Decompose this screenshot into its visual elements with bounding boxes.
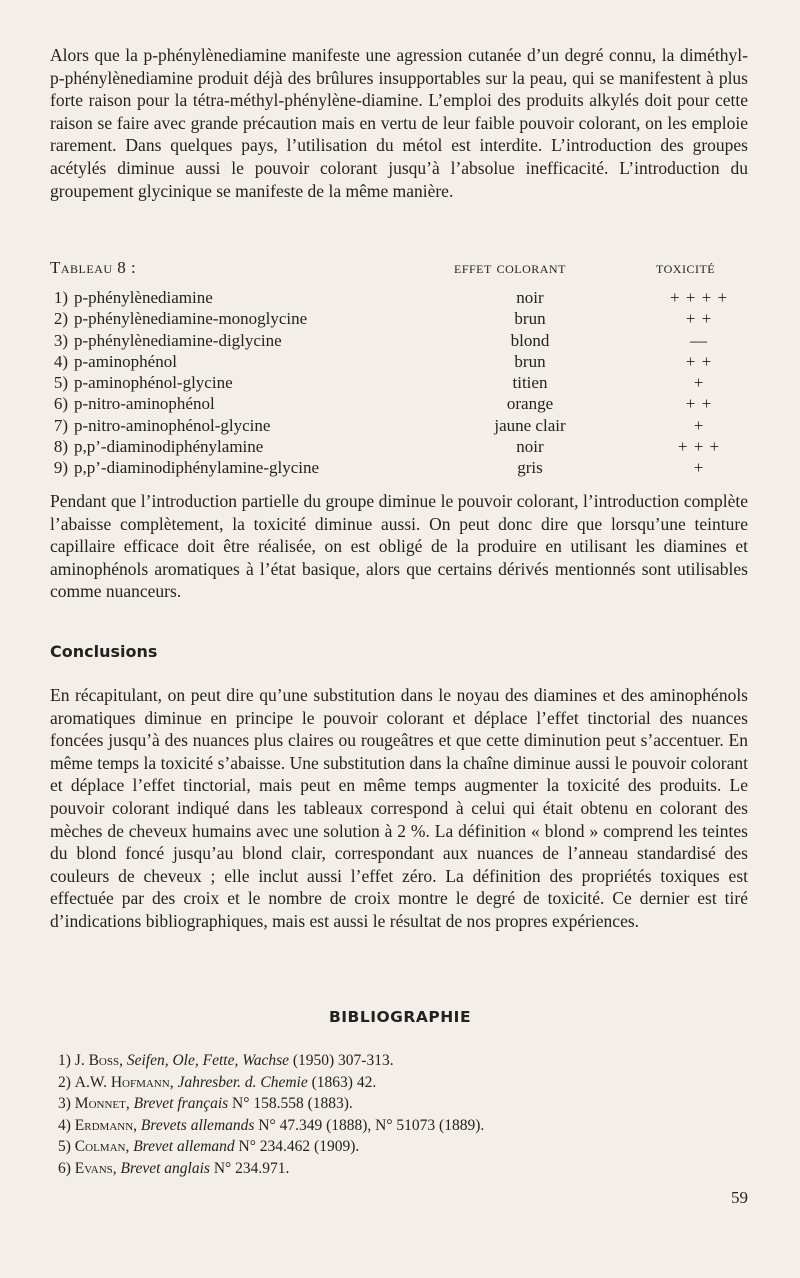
- toxicity-value: + +: [685, 309, 713, 329]
- row-number: 3): [53, 330, 68, 350]
- compound-name: p,p’-diaminodiphénylamine-glycine: [74, 458, 320, 478]
- bib-author: J. Boss,: [74, 1052, 123, 1069]
- dye-effect: jaune clair: [494, 415, 566, 435]
- table-row: [50, 458, 748, 479]
- bib-details: N° 234.971.: [213, 1159, 290, 1177]
- table-row: [50, 394, 748, 415]
- bibliography-item: [58, 1160, 748, 1182]
- row-number: 9): [53, 458, 68, 478]
- bibliography-item: [58, 1052, 748, 1074]
- compound-name: p-phénylènediamine: [74, 288, 213, 307]
- compound-name: p-phénylènediamine-monoglycine: [74, 309, 308, 329]
- row-number: 2): [53, 309, 68, 329]
- row-number: 4): [53, 351, 68, 371]
- bib-number: 5): [58, 1138, 71, 1155]
- toxicity-value: +: [693, 415, 705, 435]
- bib-details: N° 158.558 (1883).: [232, 1095, 353, 1112]
- bibliography-item: [58, 1095, 748, 1117]
- conclusions-heading: Conclusions: [50, 642, 158, 661]
- dye-effect: brun: [514, 309, 546, 329]
- bib-title: Brevet anglais: [120, 1159, 210, 1177]
- dye-effect: orange: [506, 394, 554, 414]
- column-header-toxicity: toxicité: [656, 258, 716, 277]
- dye-effect: noir: [516, 437, 544, 457]
- table-label: Tableau 8 :: [50, 258, 137, 277]
- bib-number: 3): [58, 1095, 71, 1112]
- bibliography-item: [58, 1074, 748, 1096]
- bib-title: Brevet français: [133, 1095, 229, 1112]
- row-number: 7): [53, 415, 68, 435]
- bib-number: 1): [58, 1052, 71, 1069]
- bib-number: 4): [58, 1116, 71, 1134]
- toxicity-value: +: [693, 373, 705, 393]
- row-number: 1): [53, 288, 68, 307]
- page-number: 59: [731, 1188, 748, 1207]
- table-header: [50, 258, 748, 288]
- row-number: 6): [53, 394, 68, 414]
- toxicity-value: + + +: [677, 437, 721, 457]
- compound-name: p-aminophénol: [74, 351, 177, 371]
- table-row: [50, 309, 748, 330]
- table-row: [50, 331, 748, 352]
- bib-number: 2): [58, 1073, 71, 1091]
- intro-paragraph: Alors que la p-phénylènediamine manifeste une agression cutanée d’un degré connu, la diméthyl-p-phénylènediamine produit déjà des brûlures insupportables sur la peau, qui se manifestent à plus forte raison pour la tétra-méthyl-phénylène-diamine. L’emploi des produits alkylés doit pour cette raison se faire avec grande précaution mais en vertu de leur faible pouvoir colorant, on les emploie rarement. Dans quelques pays, l’utilisation du métol est interdite. L’introduction des groupes acétylés diminue aussi le pouvoir colorant jusqu’à l’absolue inefficacité. L’introduction du groupement glycinique se manifeste de la même manière.: [50, 45, 748, 201]
- bib-number: 6): [58, 1159, 71, 1177]
- bib-details: (1863) 42.: [311, 1073, 377, 1091]
- bib-author: Evans,: [74, 1159, 117, 1177]
- toxicity-value: —: [690, 330, 708, 350]
- table-row: [50, 352, 748, 373]
- bib-author: Erdmann,: [74, 1116, 138, 1134]
- toxicity-value: + +: [685, 351, 713, 371]
- compound-name: p-nitro-aminophénol: [74, 394, 215, 414]
- row-number: 8): [53, 437, 68, 457]
- bibliography-heading: BIBLIOGRAPHIE: [328, 1008, 472, 1026]
- table-row: [50, 373, 748, 394]
- bibliography-item: [58, 1117, 748, 1139]
- bib-title: Jahresber. d. Chemie: [177, 1073, 308, 1091]
- bib-details: N° 234.462 (1909).: [238, 1138, 360, 1155]
- bib-author: Monnet,: [74, 1095, 130, 1112]
- column-header-effect: effet colorant: [454, 258, 566, 277]
- dye-effect: brun: [514, 351, 546, 371]
- row-number: 5): [53, 373, 68, 393]
- table-row: [50, 288, 748, 309]
- toxicity-value: + + + +: [669, 288, 729, 307]
- table-row: [50, 437, 748, 458]
- toxicity-value: + +: [685, 394, 713, 414]
- dye-effect: noir: [516, 288, 544, 307]
- table-row: [50, 416, 748, 437]
- bib-title: Brevet allemand: [133, 1138, 235, 1155]
- bib-author: A.W. Hofmann,: [74, 1073, 174, 1091]
- bib-title: Brevets allemands: [140, 1116, 255, 1134]
- bibliography-list: [58, 1052, 748, 1181]
- compound-name: p,p’-diaminodiphénylamine: [74, 437, 264, 457]
- compound-name: p-nitro-aminophénol-glycine: [74, 415, 271, 435]
- dye-toxicity-table: [50, 258, 748, 480]
- bib-details: (1950) 307-313.: [292, 1052, 394, 1069]
- bib-details: N° 47.349 (1888), N° 51073 (1889).: [258, 1116, 485, 1134]
- after-table-paragraph: Pendant que l’introduction partielle du groupe diminue le pouvoir colorant, l’introduction complète l’abaisse complètement, la toxicité diminue aussi. On peut donc dire que lorsqu’une teinture capillaire efficace doit être réalisée, on est obligé de la produire en utilisant les diamines et aminophénols aromatiques à l’état basique, alors que certains dérivés mentionnés sont utilisables comme nuanceurs.: [50, 491, 748, 602]
- bib-author: Colman,: [74, 1138, 130, 1155]
- dye-effect: blond: [510, 330, 550, 350]
- bibliography-item: [58, 1138, 748, 1160]
- compound-name: p-aminophénol-glycine: [74, 373, 233, 393]
- compound-name: p-phénylènediamine-diglycine: [74, 330, 282, 350]
- bib-title: Seifen, Ole, Fette, Wachse: [126, 1052, 289, 1069]
- toxicity-value: +: [693, 458, 705, 478]
- dye-effect: titien: [512, 373, 548, 393]
- dye-effect: gris: [517, 458, 543, 478]
- conclusions-paragraph: En récapitulant, on peut dire qu’une substitution dans le noyau des diamines et des aminophénols aromatiques diminue en principe le pouvoir colorant et déplace l’effet tinctorial des nuances foncées jusqu’à des nuances plus claires ou rougeâtres et que cette diminution peut s’accentuer. En même temps la toxicité s’abaisse. Une substitution dans la chaîne diminue aussi le pouvoir colorant et déplace l’effet tinctorial, mais peut en même temps augmenter la toxicité des produits. Le pouvoir colorant indiqué dans les tableaux correspond à celui qui était obtenu en colorant des mèches de cheveux humains avec une solution à 2 %. La définition « blond » comprend les teintes du blond foncé jusqu’au blond clair, correspondant aux nuances de l’anneau standardisé des couleurs de cheveux ; elle inclut aussi l’effet zéro. La définition des propriétés toxiques est effectuée par des croix et le nombre de croix montre le degré de toxicité. Ce dernier est tiré d’indications bibliographiques, mais est aussi le résultat de nos propres expériences.: [50, 685, 748, 931]
